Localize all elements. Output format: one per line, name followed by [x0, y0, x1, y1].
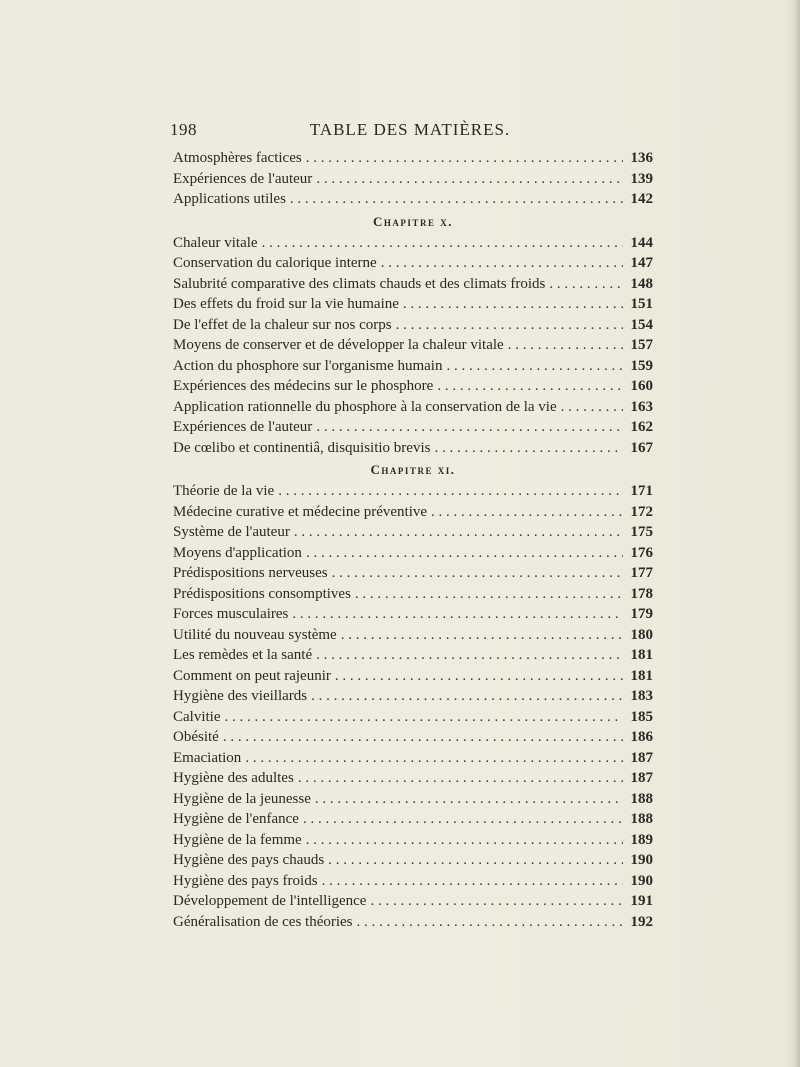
toc-entry-page: 187 — [630, 749, 653, 766]
dot-leader — [316, 645, 623, 666]
toc-entry — [173, 356, 653, 377]
toc-entry-page: 172 — [630, 503, 653, 520]
dot-leader — [316, 417, 623, 438]
toc-entry-title: Développement de l'intelligence — [173, 893, 367, 909]
dot-leader — [437, 376, 623, 397]
dot-leader — [561, 397, 623, 418]
dot-leader — [316, 169, 623, 190]
dot-leader — [357, 912, 623, 933]
toc-entry-title: Moyens de conserver et de développer la chaleur vitale — [173, 337, 504, 353]
toc-entry — [173, 707, 653, 728]
toc-entry — [173, 584, 653, 605]
toc-entry — [173, 502, 653, 523]
toc-entry — [173, 789, 653, 810]
toc-entry-title: Système de l'auteur — [173, 524, 290, 540]
toc-entry-page: 180 — [630, 626, 653, 643]
toc-entry — [173, 891, 653, 912]
toc-entry-title: De l'effet de la chaleur sur nos corps — [173, 316, 392, 333]
dot-leader — [311, 686, 623, 707]
toc-entry — [173, 871, 653, 892]
dot-leader — [278, 481, 623, 502]
chapter-heading: Chapitre x. — [373, 213, 453, 229]
toc-entry-title: De cœlibo et continentiâ, disquisitio brevis — [173, 439, 431, 456]
toc-entry — [173, 768, 653, 789]
toc-entry — [173, 912, 653, 933]
toc-entry-page: 192 — [630, 913, 653, 930]
toc-entry — [173, 376, 653, 397]
dot-leader — [341, 625, 623, 646]
toc-entry-title: Emaciation — [173, 749, 242, 766]
toc-entry-title: Salubrité comparative des climats chauds et des climats froids — [173, 275, 546, 292]
dot-leader — [225, 707, 624, 728]
toc-entry — [173, 686, 653, 707]
toc-entry-page: 171 — [630, 483, 653, 499]
toc-entry — [173, 335, 653, 356]
toc-entry-page: 185 — [630, 708, 653, 725]
toc-entry — [173, 809, 653, 830]
toc-entry-title: Conservation du calorique interne — [173, 255, 377, 271]
toc-entry — [173, 481, 653, 502]
toc-entry-title: Hygiène des pays froids — [173, 872, 318, 889]
dot-leader — [303, 809, 623, 830]
toc-entry-page: 191 — [630, 893, 653, 909]
toc-entry-page: 189 — [630, 831, 653, 848]
toc-entry-title: Hygiène de la femme — [173, 831, 302, 848]
toc-entry-page: 154 — [630, 316, 653, 333]
toc-entry-title: Des effets du froid sur la vie humaine — [173, 296, 399, 312]
toc-entry-page: 186 — [630, 729, 653, 745]
toc-entry — [173, 169, 653, 190]
toc-entry-title: Théorie de la vie — [173, 483, 275, 499]
dot-leader — [549, 274, 623, 295]
toc-entry-page: 188 — [630, 811, 653, 827]
toc-entry-page: 178 — [630, 585, 653, 602]
dot-leader — [306, 830, 623, 851]
dot-leader — [335, 666, 623, 687]
toc-entry-page: 144 — [630, 234, 653, 251]
page-edge-shadow — [786, 0, 800, 1067]
dot-leader — [315, 789, 623, 810]
toc-entry-title: Hygiène des vieillards — [173, 688, 308, 704]
dot-leader — [292, 604, 623, 625]
dot-leader — [508, 335, 623, 356]
toc-entry-title: Généralisation de ces théories — [173, 913, 353, 930]
toc-entry-title: Prédispositions nerveuses — [173, 565, 328, 581]
dot-leader — [306, 148, 623, 169]
toc-entry — [173, 274, 653, 295]
toc-entry — [173, 830, 653, 851]
toc-entry-title: Applications utiles — [173, 191, 286, 207]
dot-leader — [298, 768, 623, 789]
toc-entry — [173, 397, 653, 418]
toc-entry-title: Hygiène de la jeunesse — [173, 790, 311, 807]
dot-leader — [322, 871, 623, 892]
toc-entry — [173, 148, 653, 169]
page-number: 198 — [170, 120, 197, 139]
toc-entry-page: 151 — [630, 296, 653, 312]
dot-leader — [431, 502, 623, 523]
toc-entry-page: 181 — [630, 647, 653, 663]
toc-entry-page: 167 — [630, 439, 653, 456]
toc-entry-title: Les remèdes et la santé — [173, 647, 313, 663]
toc-entry — [173, 645, 653, 666]
dot-leader — [290, 189, 623, 210]
toc-entry — [173, 438, 653, 459]
dot-leader — [223, 727, 623, 748]
toc-entry — [173, 417, 653, 438]
toc-entry-title: Calvitie — [173, 708, 221, 725]
toc-entry-page: 175 — [630, 524, 653, 540]
toc-entry-page: 148 — [630, 275, 653, 292]
toc-entry — [173, 604, 653, 625]
toc-entry — [173, 522, 653, 543]
toc-entry — [173, 294, 653, 315]
toc-entry-page: 160 — [630, 378, 653, 394]
toc-entry-page: 142 — [630, 191, 653, 207]
toc-entry-title: Hygiène des adultes — [173, 770, 294, 786]
dot-leader — [355, 584, 623, 605]
toc-entry-title: Hygiène des pays chauds — [173, 852, 325, 868]
table-of-contents — [173, 148, 653, 932]
toc-entry — [173, 253, 653, 274]
toc-entry — [173, 850, 653, 871]
toc-entry-page: 147 — [630, 255, 653, 271]
toc-entry — [173, 233, 653, 254]
toc-entry-title: Obésité — [173, 729, 219, 745]
toc-entry-page: 190 — [630, 872, 653, 889]
toc-entry-page: 162 — [630, 419, 653, 435]
dot-leader — [403, 294, 623, 315]
toc-entry-title: Atmosphères factices — [173, 150, 302, 166]
dot-leader — [396, 315, 623, 336]
toc-entry-title: Comment on peut rajeunir — [173, 667, 331, 684]
toc-entry-title: Moyens d'application — [173, 544, 302, 561]
dot-leader — [370, 891, 623, 912]
toc-entry-title: Action du phosphore sur l'organisme humain — [173, 357, 443, 374]
toc-entry-page: 176 — [630, 544, 653, 561]
toc-entry-page: 183 — [630, 688, 653, 704]
dot-leader — [332, 563, 623, 584]
toc-entry-page: 187 — [630, 770, 653, 786]
toc-entry-page: 177 — [630, 565, 653, 581]
toc-entry-page: 157 — [630, 337, 653, 353]
toc-entry — [173, 563, 653, 584]
toc-entry — [173, 625, 653, 646]
toc-entry-title: Médecine curative et médecine préventive — [173, 503, 428, 520]
dot-leader — [434, 438, 623, 459]
toc-entry-title: Application rationnelle du phosphore à la conservation de la vie — [173, 398, 557, 415]
toc-entry — [173, 727, 653, 748]
toc-entry-page: 188 — [630, 790, 653, 807]
toc-entry-title: Expériences des médecins sur le phosphore — [173, 378, 434, 394]
toc-entry — [173, 189, 653, 210]
toc-entry — [173, 666, 653, 687]
toc-entry-title: Expériences de l'auteur — [173, 419, 313, 435]
toc-entry-page: 139 — [630, 170, 653, 187]
dot-leader — [328, 850, 623, 871]
dot-leader — [245, 748, 623, 769]
toc-entry-title: Chaleur vitale — [173, 234, 258, 251]
running-title: TABLE DES MATIÈRES. — [309, 120, 511, 139]
toc-entry-title: Expériences de l'auteur — [173, 170, 313, 187]
toc-entry-page: 159 — [630, 357, 653, 374]
toc-entry — [173, 543, 653, 564]
toc-entry-title: Forces musculaires — [173, 606, 289, 622]
chapter-heading: Chapitre xi. — [370, 462, 456, 477]
toc-entry — [173, 315, 653, 336]
dot-leader — [381, 253, 623, 274]
toc-entry-title: Utilité du nouveau système — [173, 626, 337, 643]
dot-leader — [294, 522, 623, 543]
toc-entry-title: Hygiène de l'enfance — [173, 811, 299, 827]
toc-entry-title: Prédispositions consomptives — [173, 585, 351, 602]
page-header — [170, 120, 650, 144]
toc-entry-page: 181 — [630, 667, 653, 684]
toc-entry-page: 179 — [630, 606, 653, 622]
toc-entry-page: 190 — [630, 852, 653, 868]
toc-entry-page: 163 — [630, 398, 653, 415]
dot-leader — [306, 543, 623, 564]
toc-entry — [173, 748, 653, 769]
dot-leader — [446, 356, 623, 377]
dot-leader — [262, 233, 623, 254]
toc-entry-page: 136 — [630, 150, 653, 166]
